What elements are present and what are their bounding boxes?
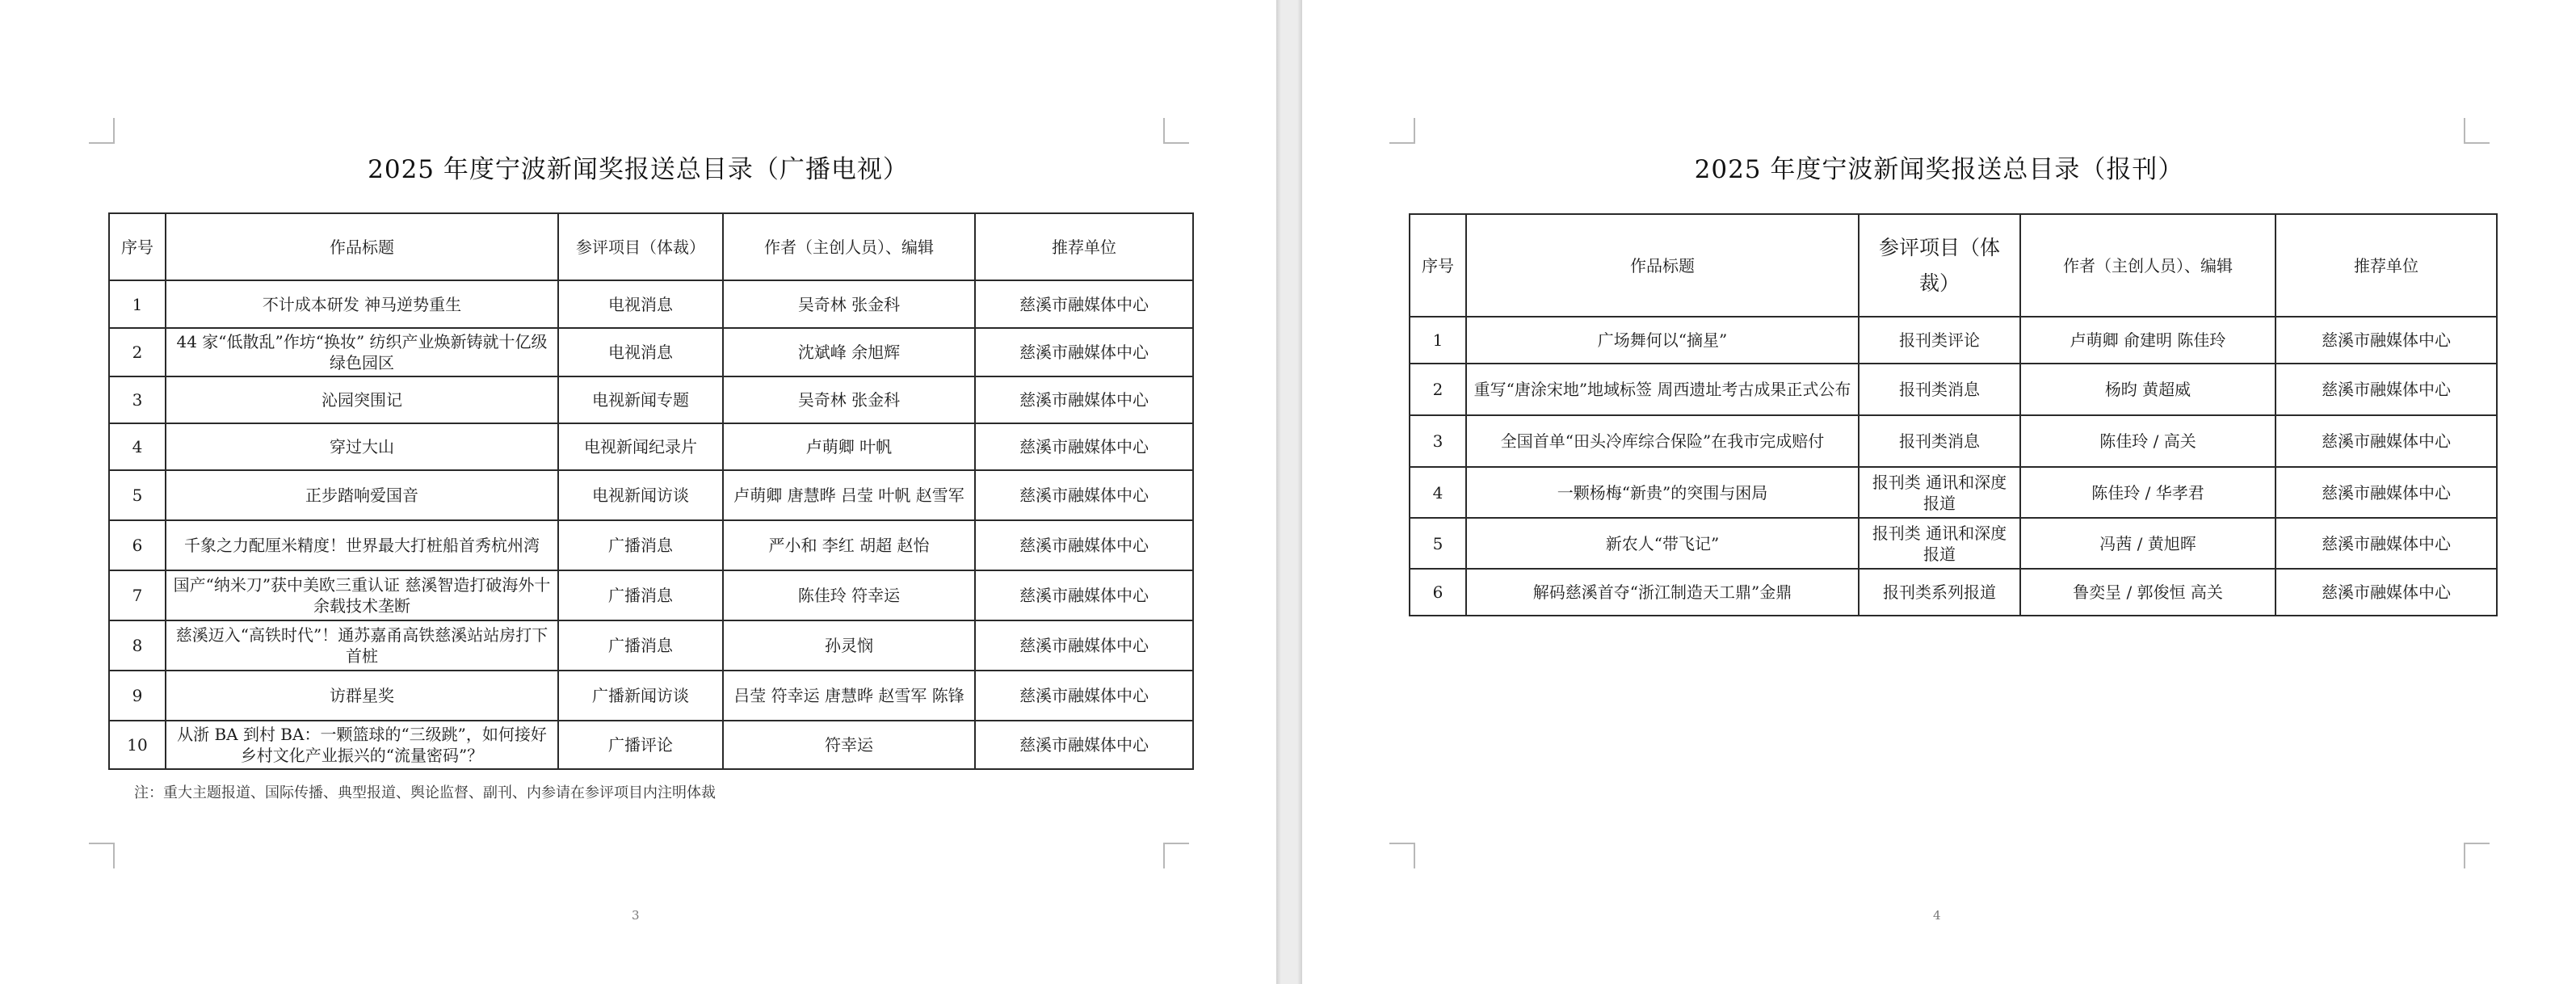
cell-serial: 1 (1410, 317, 1466, 364)
cell-title: 重写“唐涂宋地”地域标签 周西遗址考古成果正式公布 (1466, 364, 1859, 415)
cell-title: 广场舞何以“摘星” (1466, 317, 1859, 364)
page-title: 2025 年度宁波新闻奖报送总目录（报刊） (1694, 155, 2184, 184)
cell-category: 电视新闻纪录片 (558, 423, 723, 470)
cell-unit: 慈溪市融媒体中心 (975, 671, 1193, 721)
cell-authors: 卢萌卿 俞建明 陈佳玲 (2020, 317, 2276, 364)
header-category: 参评项目（体裁） (558, 213, 723, 280)
cell-serial: 4 (109, 423, 166, 470)
cell-authors: 陈佳玲 符幸运 (723, 570, 975, 620)
cell-category: 广播消息 (558, 520, 723, 570)
header-unit: 推荐单位 (975, 213, 1193, 280)
cell-title: 沁园突围记 (166, 376, 558, 423)
cell-serial: 3 (1410, 415, 1466, 467)
cell-unit: 慈溪市融媒体中心 (975, 328, 1193, 376)
cell-category: 电视新闻专题 (558, 376, 723, 423)
cell-authors: 冯茜 / 黄旭晖 (2020, 518, 2276, 569)
table-row (109, 328, 1193, 376)
cell-category: 广播消息 (558, 620, 723, 671)
table-header-row (109, 213, 1193, 280)
cell-authors: 陈佳玲 / 高关 (2020, 415, 2276, 467)
cell-authors: 吴奇林 张金科 (723, 376, 975, 423)
header-authors: 作者（主创人员）、编辑 (2020, 214, 2276, 317)
cell-title: 44 家“低散乱”作坊“换妆” 纺织产业焕新铸就十亿级绿色园区 (166, 328, 558, 376)
page-number: 3 (632, 908, 640, 923)
cell-category: 报刊类 通讯和深度报道 (1859, 518, 2020, 569)
cell-serial: 6 (109, 520, 166, 570)
cell-serial: 1 (109, 280, 166, 328)
cell-authors: 沈斌峰 余旭辉 (723, 328, 975, 376)
cell-unit: 慈溪市融媒体中心 (2276, 518, 2497, 569)
table-row (109, 671, 1193, 721)
table-row (109, 721, 1193, 769)
cell-title: 不计成本研发 神马逆势重生 (166, 280, 558, 328)
cell-unit: 慈溪市融媒体中心 (2276, 317, 2497, 364)
cell-authors: 吴奇林 张金科 (723, 280, 975, 328)
header-category: 参评项目（体裁） (1859, 214, 2020, 317)
cell-title: 慈溪迈入“高铁时代”！通苏嘉甬高铁慈溪站站房打下首桩 (166, 620, 558, 671)
cell-unit: 慈溪市融媒体中心 (975, 620, 1193, 671)
cell-unit: 慈溪市融媒体中心 (975, 721, 1193, 769)
table-row (109, 423, 1193, 470)
header-authors: 作者（主创人员）、编辑 (723, 213, 975, 280)
cell-category: 广播评论 (558, 721, 723, 769)
footnote: 注：重大主题报道、国际传播、典型报道、舆论监督、副刊、内参请在参评项目内注明体裁 (134, 784, 716, 801)
cell-category: 报刊类消息 (1859, 364, 2020, 415)
margin-corner-mark (2464, 843, 2490, 868)
cell-title: 穿过大山 (166, 423, 558, 470)
margin-corner-mark (1163, 118, 1189, 144)
cell-unit: 慈溪市融媒体中心 (975, 423, 1193, 470)
cell-serial: 6 (1410, 569, 1466, 616)
table-header-row (1410, 214, 2497, 317)
cell-serial: 2 (109, 328, 166, 376)
header-title: 作品标题 (166, 213, 558, 280)
table-row (109, 376, 1193, 423)
cell-category: 电视消息 (558, 280, 723, 328)
cell-title: 正步踏响爱国音 (166, 470, 558, 520)
cell-serial: 7 (109, 570, 166, 620)
submission-table-broadcast (108, 212, 1194, 770)
cell-unit: 慈溪市融媒体中心 (2276, 569, 2497, 616)
cell-category: 报刊类 通讯和深度报道 (1859, 467, 2020, 518)
cell-authors: 杨昀 黄超威 (2020, 364, 2276, 415)
cell-title: 国产“纳米刀”获中美欧三重认证 慈溪智造打破海外十余载技术垄断 (166, 570, 558, 620)
cell-unit: 慈溪市融媒体中心 (975, 470, 1193, 520)
cell-serial: 10 (109, 721, 166, 769)
table-row (1410, 518, 2497, 569)
table-row (1410, 364, 2497, 415)
header-title: 作品标题 (1466, 214, 1859, 317)
cell-authors: 卢萌卿 唐慧晔 吕莹 叶帆 赵雪军 (723, 470, 975, 520)
cell-serial: 8 (109, 620, 166, 671)
margin-corner-mark (89, 843, 115, 868)
margin-corner-mark (89, 118, 115, 144)
margin-corner-mark (1389, 843, 1415, 868)
cell-title: 全国首单“田头冷库综合保险”在我市完成赔付 (1466, 415, 1859, 467)
cell-category: 报刊类系列报道 (1859, 569, 2020, 616)
cell-title: 千象之力配厘米精度！世界最大打桩船首秀杭州湾 (166, 520, 558, 570)
cell-serial: 3 (109, 376, 166, 423)
cell-unit: 慈溪市融媒体中心 (2276, 364, 2497, 415)
cell-unit: 慈溪市融媒体中心 (975, 570, 1193, 620)
cell-serial: 5 (1410, 518, 1466, 569)
cell-serial: 9 (109, 671, 166, 721)
cell-unit: 慈溪市融媒体中心 (2276, 415, 2497, 467)
cell-category: 电视消息 (558, 328, 723, 376)
cell-authors: 孙灵悯 (723, 620, 975, 671)
submission-table-print (1409, 213, 2498, 616)
cell-title: 从浙 BA 到村 BA：一颗篮球的“三级跳”，如何接好乡村文化产业振兴的“流量密码”？ (166, 721, 558, 769)
table-row (109, 280, 1193, 328)
header-serial: 序号 (109, 213, 166, 280)
cell-category: 报刊类消息 (1859, 415, 2020, 467)
cell-category: 广播新闻访谈 (558, 671, 723, 721)
document-page-left (0, 0, 1276, 984)
cell-serial: 4 (1410, 467, 1466, 518)
table-row (109, 570, 1193, 620)
table-row (1410, 317, 2497, 364)
cell-title: 解码慈溪首夺“浙江制造天工鼎”金鼎 (1466, 569, 1859, 616)
header-serial: 序号 (1410, 214, 1466, 317)
table-row (1410, 569, 2497, 616)
cell-category: 广播消息 (558, 570, 723, 620)
cell-title: 一颗杨梅“新贵”的突围与困局 (1466, 467, 1859, 518)
cell-serial: 2 (1410, 364, 1466, 415)
table-row (109, 620, 1193, 671)
cell-category: 电视新闻访谈 (558, 470, 723, 520)
margin-corner-mark (1389, 118, 1415, 144)
cell-authors: 吕莹 符幸运 唐慧晔 赵雪军 陈锋 (723, 671, 975, 721)
cell-authors: 卢萌卿 叶帆 (723, 423, 975, 470)
margin-corner-mark (1163, 843, 1189, 868)
page-gutter (1276, 0, 1302, 984)
table-row (1410, 415, 2497, 467)
table-row (109, 520, 1193, 570)
cell-category: 报刊类评论 (1859, 317, 2020, 364)
header-unit: 推荐单位 (2276, 214, 2497, 317)
cell-unit: 慈溪市融媒体中心 (2276, 467, 2497, 518)
table-row (109, 470, 1193, 520)
cell-serial: 5 (109, 470, 166, 520)
cell-unit: 慈溪市融媒体中心 (975, 280, 1193, 328)
cell-title: 新农人“带飞记” (1466, 518, 1859, 569)
cell-authors: 鲁奕呈 / 郭俊恒 高关 (2020, 569, 2276, 616)
cell-unit: 慈溪市融媒体中心 (975, 520, 1193, 570)
page-title: 2025 年度宁波新闻奖报送总目录（广播电视） (368, 155, 909, 184)
cell-title: 访群星奖 (166, 671, 558, 721)
cell-authors: 陈佳玲 / 华孝君 (2020, 467, 2276, 518)
cell-authors: 符幸运 (723, 721, 975, 769)
cell-authors: 严小和 李红 胡超 赵怡 (723, 520, 975, 570)
page-number: 4 (1933, 908, 1941, 923)
margin-corner-mark (2464, 118, 2490, 144)
table-row (1410, 467, 2497, 518)
cell-unit: 慈溪市融媒体中心 (975, 376, 1193, 423)
